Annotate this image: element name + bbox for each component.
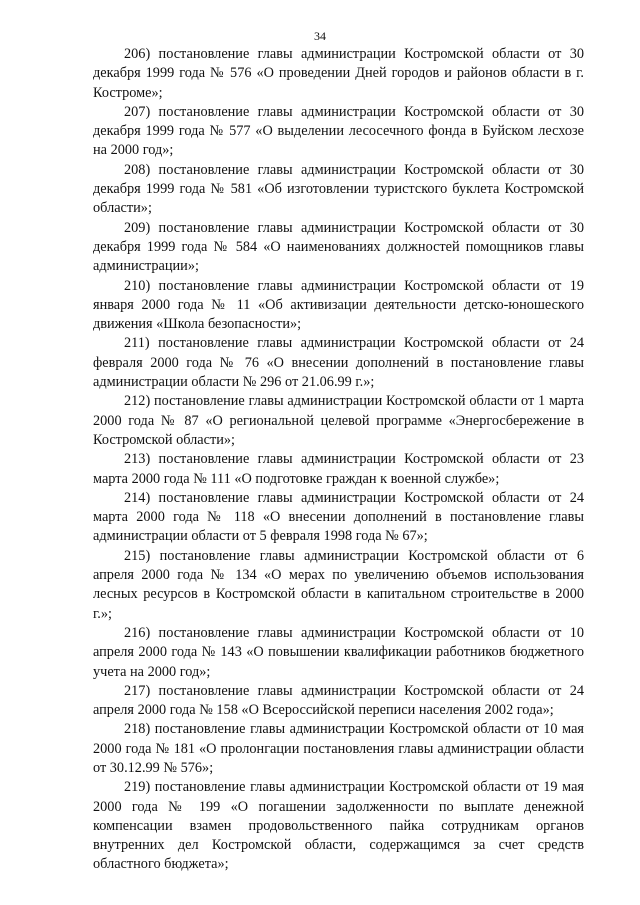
list-item: 213) постановление главы администрации Костромской области от 23 марта 2000 года № 111 «О подготовке граждан к военной службе»; [93,451,584,487]
list-item: 209) постановление главы администрации Костромской области от 30 декабря 1999 года № 584 «О наименованиях должностей помощников главы администрации»; [93,219,584,275]
list-item: 206) постановление главы администрации Костромской области от 30 декабря 1999 года № 576 «О проведении Дней городов и районов области в г. Костроме»; [93,46,584,101]
list-item: 214) постановление главы администрации Костромской области от 24 марта 2000 года № 118 «О внесении дополнений в постановление главы администрации области от 5 февраля 1998 года № 67»; [93,489,584,545]
list-item: 207) постановление главы администрации Костромской области от 30 декабря 1999 года № 577 «О выделении лесосечного фонда в Буйском лесхозе на 2000 год»; [93,103,584,159]
list-item: 218) постановление главы администрации Костромской области от 10 мая 2000 года № 181 «О пролонгации постановления главы администрации области от 30.12.99 № 576»; [93,721,584,776]
page-number: 34 [314,29,326,43]
list-item: 210) постановление главы администрации Костромской области от 19 января 2000 года № 11 «Об активизации деятельности детско-юношеского движения «Школа безопасности»; [93,277,584,333]
list-item: 211) постановление главы администрации Костромской области от 24 февраля 2000 года № 76 «О внесении дополнений в постановление главы администрации области № 296 от 21.06.99 г.»; [93,335,584,391]
list-item: 219) постановление главы администрации Костромской области от 19 мая 2000 года № 199 «О погашении задолженности по выплате денежной компенсации взамен продовольственного пайка сотрудникам органов внутренних дел Костромской области, содержащимся за счет средств областного бюджета»; [93,779,584,873]
document-body [93,45,584,875]
list-item: 208) постановление главы администрации Костромской области от 30 декабря 1999 года № 581 «Об изготовлении туристского буклета Костромской области»; [93,161,584,217]
list-item: 217) постановление главы администрации Костромской области от 24 апреля 2000 года № 158 «О Всероссийской переписи населения 2002 года»; [93,682,584,719]
list-item: 212) постановление главы администрации Костромской области от 1 марта 2000 года № 87 «О региональной целевой программе «Энергосбережение в Костромской области»; [93,393,584,448]
list-item: 215) постановление главы администрации Костромской области от 6 апреля 2000 года № 134 «О мерах по увеличению объемов использования лесных ресурсов в Костромской области в капитальном строительстве в 2000 г.»; [93,547,584,622]
list-item: 216) постановление главы администрации Костромской области от 10 апреля 2000 года № 143 «О повышении квалификации работников бюджетного учета на 2000 год»; [93,624,584,680]
